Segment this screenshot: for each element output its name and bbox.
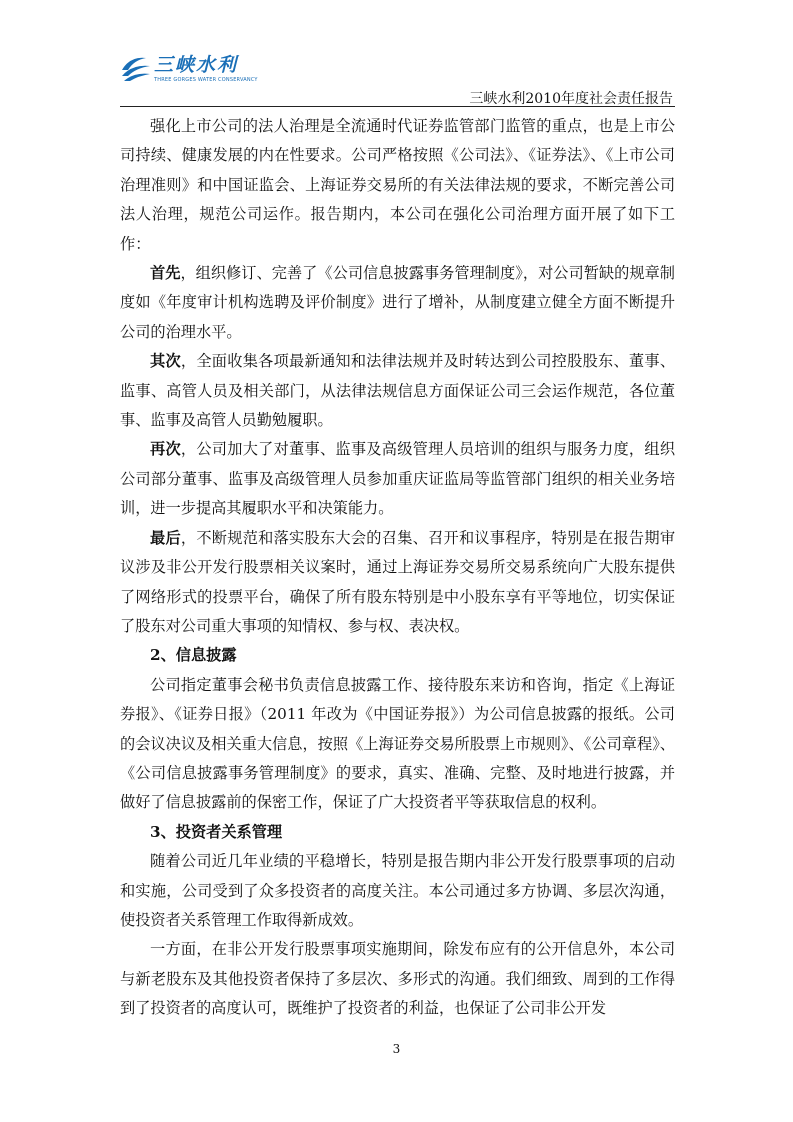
paragraph-first	[120, 259, 675, 347]
page-number: 3	[392, 1042, 401, 1056]
intro-paragraph: 强化上市公司的法人治理是全流通时代证券监管部门监管的重点，也是上市公司持续、健康发展的内在性要求。公司严格按照《公司法》、《证券法》、《上市公司治理准则》和中国证监会、上海证券交易所的有关法律法规的要求，不断完善公司法人治理，规范公司运作。报告期内，本公司在强化公司治理方面开展了如下工作：	[120, 117, 675, 253]
section-disclosure-text: 公司指定董事会秘书负责信息披露工作、接待股东来访和咨询，指定《上海证券报》、《证券日报》（2011 年改为《中国证券报》）为公司信息披露的报纸。公司的会议决议及相关重大信息，按照《上海证券交易所股票上市规则》、《公司章程》、《公司信息披露事务管理制度》的要求，真实、准确、完整、及时地进行披露，并做好了信息披露前的保密工作，保证了广大投资者平等获取信息的权利。	[120, 675, 675, 812]
company-logo	[120, 50, 258, 90]
paragraph-first-text: ，组织修订、完善了《公司信息披露事务管理制度》，对公司暂缺的规章制度如《年度审计机构选聘及评价制度》进行了增补，从制度建立健全方面不断提升公司的治理水平。	[120, 264, 675, 341]
logo-subtext: THREE GORGES WATER CONSERVANCY	[154, 77, 258, 83]
paragraph-last	[120, 524, 675, 642]
document-body	[120, 112, 675, 1024]
paragraph-third-text: ，公司加大了对董事、监事及高级管理人员培训的组织与服务力度，组织公司部分董事、监事及高级管理人员参加重庆证监局等监管部门组织的相关业务培训，进一步提高其履职水平和决策能力。	[120, 440, 676, 518]
section-heading-disclosure: 2、信息披露	[150, 646, 237, 665]
report-title: 三峡水利2010年度社会责任报告	[469, 91, 673, 107]
paragraph-last-text: ，不断规范和落实股东大会的召集、召开和议事程序，特别是在报告期审议涉及非公开发行股票相关议案时，通过上海证券交易所交易系统向广大股东提供了网络形式的投票平台，确保了所有股东特别是中小股东享有平等地位，切实保证了股东对公司重大事项的知情权、参与权、表决权。	[120, 528, 676, 635]
section-heading-investor-relations: 3、投资者关系管理	[150, 822, 283, 841]
paragraph-third	[120, 435, 675, 523]
wave-logo-icon	[120, 50, 152, 84]
header-divider	[120, 106, 675, 107]
section-investor-text-2: 一方面，在非公开发行股票事项实施期间，除发布应有的公开信息外，本公司与新老股东及其他投资者保持了多层次、多形式的沟通。我们细致、周到的工作得到了投资者的高度认可，既维护了投资者的利益，也保证了公司非公开发	[120, 940, 675, 1018]
logo-text: 三峡水利	[154, 54, 239, 76]
lead-second: 其次	[150, 352, 181, 371]
paragraph-second	[120, 347, 675, 435]
lead-first: 首先	[150, 264, 181, 283]
lead-third: 再次	[150, 440, 181, 459]
page-header	[120, 40, 675, 106]
paragraph-second-text: ，全面收集各项最新通知和法律法规并及时转达到公司控股股东、董事、监事、高管人员及相关部门，从法律法规信息方面保证公司三会运作规范，各位董事、监事及高管人员勤勉履职。	[120, 352, 676, 430]
section-investor-text-1: 随着公司近几年业绩的平稳增长，特别是报告期内非公开发行股票事项的启动和实施，公司受到了众多投资者的高度关注。本公司通过多方协调、多层次沟通，使投资者关系管理工作取得新成效。	[120, 852, 675, 929]
lead-last: 最后	[150, 528, 181, 547]
